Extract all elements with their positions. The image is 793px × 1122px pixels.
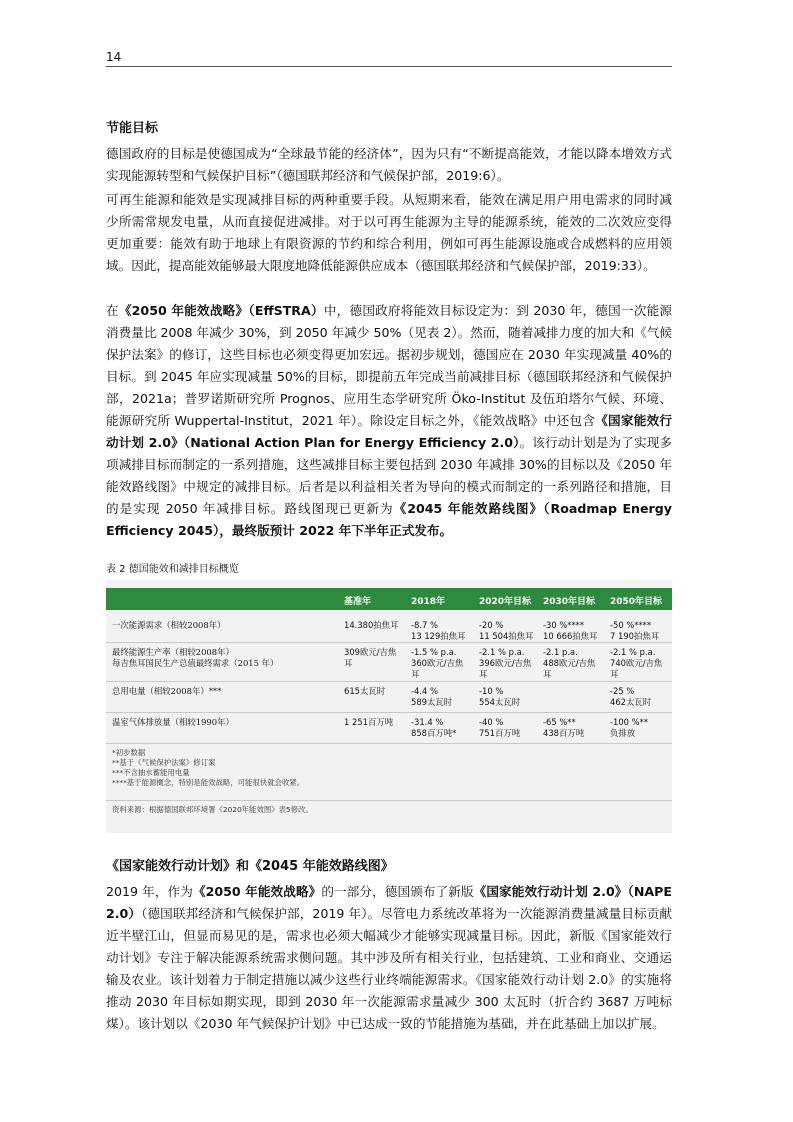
bold-nape: 《国家能效行动计划 2.0》（National Action Plan for Energy Efficiency 2.0） [106,413,673,450]
cell-2030: -30 %**** 10 666拍焦耳 [543,620,598,641]
table-row [106,643,672,682]
row-label: 温室气体排放量（相较1990年） [112,717,234,727]
text: 在 [106,303,119,318]
text: 的一部分，德国颁布了新版 [321,884,474,899]
cell-base: 615太瓦时 [344,686,386,696]
header-2050: 2050年目标 [610,597,663,607]
targets-table [106,580,672,833]
header-2030: 2030年目标 [543,597,596,607]
note: **基于《气候保护法案》修订案 [112,758,216,767]
table-row [106,612,672,643]
notes-divider [106,800,672,801]
paragraph-goal: 德国政府的目标是使德国成为“全球最节能的经济体”，因为只有“不断提高能效，才能以降本增效方式实现能源转型和气候保护目标”（德国联邦经济和气候保护部，2019:6）。 [106,146,672,183]
cell-2050: -25 % 462太瓦时 [610,686,652,707]
row-label: 总用电量（相较2008年）*** [112,686,222,696]
table-source: 资料来源：根据德国联邦环境署《2020年能效图》表5修改。 [112,805,313,814]
cell-2018: -31.4 % 858百万吨* [411,717,457,738]
section-heading-energy-targets: 节能目标 [106,121,159,136]
cell-2018: -4.4 % 589太瓦时 [411,686,453,707]
note: ****基于能源概念，特别是能效战略，可能很快就会收紧。 [112,778,305,787]
bold-effstra: 《2050 年能效战略》 [192,884,322,899]
section-heading-nape-roadmap: 《国家能效行动计划》和《2045 年能效路线图》 [106,859,394,874]
bold-effstra: 《2050 年能效战略》（EffSTRA） [118,303,324,318]
cell-2020: -10 % 554太瓦时 [479,686,521,707]
cell-2050: -50 %**** 7 190拍焦耳 [610,620,660,641]
cell-2050: -100 %** 负排放 [610,717,649,738]
paragraph-renewables-efficiency: 可再生能源和能效是实现减排目标的两种重要手段。从短期来看，能效在满足用户用电需求的同时减少所需常规发电量，从而直接促进减排。对于以可再生能源为主导的能源系统，能效的二次效应变得更加重要：能效有助于地球上有限资源的节约和综合利用，例如可再生能源设施或合成燃料的应用领域。因此，提高能效能够最大限度地降低能源供应成本（德国联邦经济和气候保护部，2019:33）。 [106,192,672,273]
cell-2020: -40 % 751百万吨 [479,717,521,738]
cell-2020: -20 % 11 504拍焦耳 [479,620,534,641]
bold-nape: 《国家能效行动计划 2.0》（NAPE 2.0） [106,884,673,921]
note: *初步数据 [112,748,146,757]
header-2020: 2020年目标 [479,597,532,607]
text: 。该行动计划是为了实现多项减排目标而制定的一系列措施，这些减排目标主要包括到 2030 年减排 30%的目标以及《2050 年能效路线图》中规定的减排目标。后者是以利益相关者为导向的模式而制定的一系列路径和措施，目的是实现 2050 年减排目标。路线图现已更新为 [106,435,673,516]
text: （德国联邦经济和气候保护部，2019 年）。尽管电力系统改革将为一次能源消费量减量目标贡献近半壁江山，但显而易见的是，需求也必须大幅减少才能够实现减量目标。因此，新版《国家能效行动计划》专注于解决能源系统需求侧问题。其中涉及所有相关行业，包括建筑、工业和商业、交通运输及农业。该计划着力于制定措施以减少这些行业终端能源需求。《国家能效行动计划 2.0》的实施将推动 2030 年目标如期实现，即到 2030 年一次能源需求量减少 300 太瓦时（折合约 3687 万吨标煤）。该计划以《2030 年气候保护计划》中已达成一致的节能措施为基础，并在此基础上加以扩展。 [106,906,672,1031]
cell-2020: -2.1 % p.a. 396欧元/吉焦 耳 [479,647,532,679]
row-label: 一次能源需求（相较2008年） [112,620,226,630]
table-row [106,682,672,713]
table-header [106,588,672,610]
note: ***不含抽水蓄能用电量 [112,768,190,777]
table-row [106,713,672,744]
bold-roadmap: 《2045 年能效路线图》（Roadmap Energy Efficiency 2045），最终版预计 2022 年下半年正式发布。 [106,501,672,538]
table-notes [112,748,304,788]
header-rule [106,66,672,67]
cell-2030: -2.1 p.a. 488欧元/吉焦 耳 [543,647,596,679]
cell-2018: -8.7 % 13 129拍焦耳 [411,620,466,641]
header-2018: 2018年 [411,597,446,607]
cell-2050: -2.1 % p.a. 740欧元/吉焦 耳 [610,647,663,679]
header-base-year: 基准年 [344,597,372,607]
cell-base: 1 251百万吨 [344,717,394,727]
table-caption: 表 2 德国能效和减排目标概览 [106,564,239,575]
paragraph-effstra [106,300,672,542]
text: 中，德国政府将能效目标设定为：到 2030 年，德国一次能源消费量比 2008 年减少 30%，到 2050 年减少 50%（见表 2）。然而，随着减排力度的加大和《气候保护法案》的修订，这些目标也必须变得更加宏远。据初步规划，德国应在 2030 年实现减量 40%的目标。到 2045 年应实现减量 50%的目标，即提前五年完成当前减排目标（德国联邦经济和气候保护部，2021a；普罗诺斯研究所 Prognos、应用生态学研究所 Öko-Institut 及伍珀塔尔气候、环境、能源研究所 Wuppertal-Institut，2021 年）。除设定目标之外，《能效战略》中还包含 [106,303,673,428]
text: 2019 年，作为 [106,884,193,899]
cell-2018: -1.5 % p.a. 360欧元/吉焦 耳 [411,647,464,679]
cell-base: 14.380拍焦耳 [344,620,399,630]
cell-2030: -65 %** 438百万吨 [543,717,585,738]
row-label: 最终能源生产率（相较2008年） 每吉焦耳国民生产总值最终需求（2015 年） [112,647,279,668]
cell-base: 309欧元/吉焦 耳 [344,647,397,668]
page-number: 14 [106,50,122,64]
paragraph-nape [106,881,672,1035]
